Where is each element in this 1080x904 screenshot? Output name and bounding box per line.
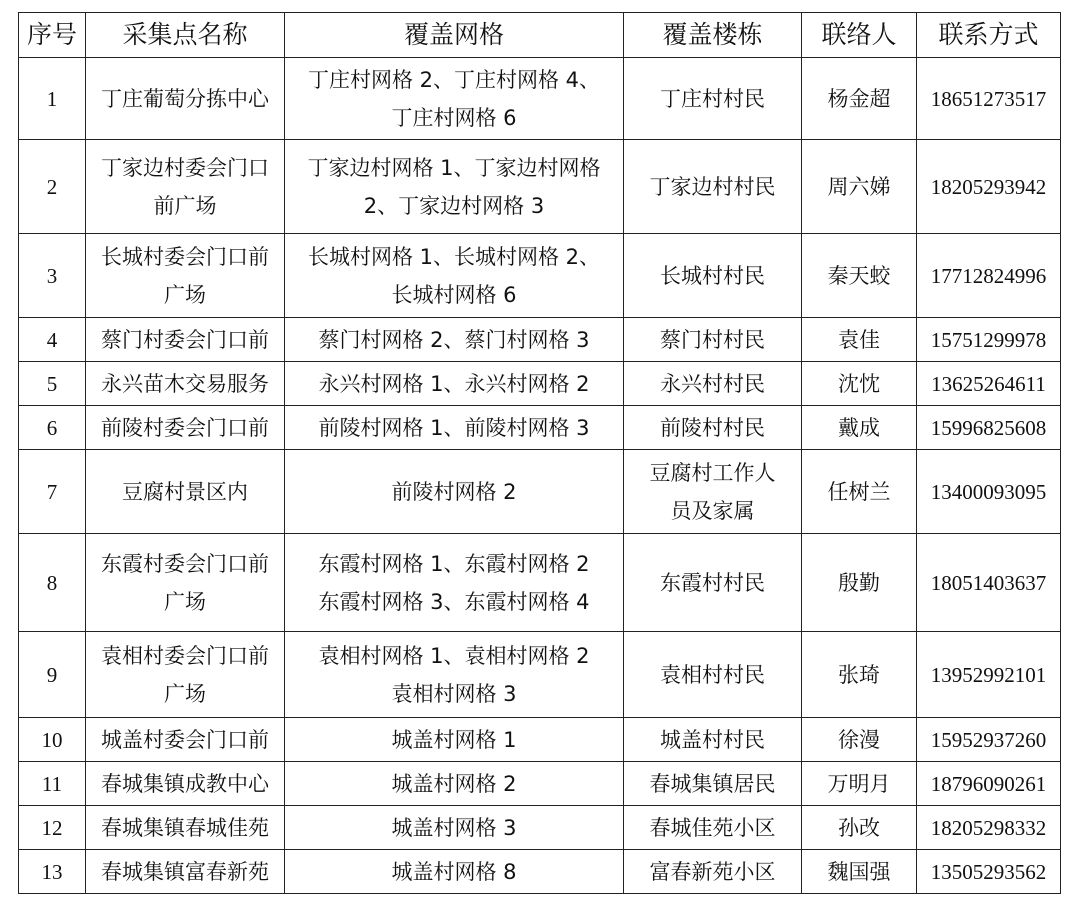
cell-index: 13 [19,850,86,894]
cell-covered-buildings [624,234,802,318]
cell-phone: 18651273517 [917,58,1061,140]
cell-covered-grids-line: 城盖村网格 8 [391,859,517,884]
cell-covered-buildings-line: 前陵村村民 [660,415,765,440]
cell-contact-person: 戴成 [802,406,917,450]
cell-contact-person: 秦天蛟 [802,234,917,318]
table-row [19,534,1061,632]
cell-site-name-line: 蔡门村委会门口前 [101,327,269,352]
cell-index: 12 [19,806,86,850]
cell-index: 10 [19,718,86,762]
cell-index: 9 [19,632,86,718]
cell-site-name-line: 春城集镇富春新苑 [101,859,269,884]
cell-covered-buildings [624,318,802,362]
cell-covered-buildings-line: 豆腐村工作人 [649,460,776,485]
cell-covered-grids-line: 袁相村网格 1、袁相村网格 2 [318,643,590,668]
header-phone: 联系方式 [917,13,1061,58]
header-index: 序号 [19,13,86,58]
cell-site-name-line: 永兴苗木交易服务 [101,371,269,396]
table-row [19,58,1061,140]
cell-covered-grids-line: 蔡门村网格 2、蔡门村网格 3 [318,327,590,352]
cell-covered-grids [285,762,624,806]
cell-contact-person: 殷勤 [802,534,917,632]
header-covered-buildings: 覆盖楼栋 [624,13,802,58]
cell-covered-buildings-line: 春城集镇居民 [649,771,776,796]
cell-covered-grids [285,850,624,894]
cell-contact-person: 周六娣 [802,140,917,234]
table-header-row [19,13,1061,58]
table-row [19,806,1061,850]
cell-covered-buildings [624,140,802,234]
cell-covered-grids-line: 丁庄村网格 2、丁庄村网格 4、 [307,67,601,92]
cell-phone: 13952992101 [917,632,1061,718]
cell-index: 5 [19,362,86,406]
cell-covered-buildings-line: 员及家属 [670,498,755,523]
cell-covered-buildings-line: 丁家边村村民 [649,174,776,199]
cell-index: 8 [19,534,86,632]
cell-phone: 18051403637 [917,534,1061,632]
cell-covered-buildings [624,362,802,406]
cell-site-name [86,450,285,534]
cell-covered-grids-line: 长城村网格 1、长城村网格 2、 [307,244,601,269]
cell-site-name [86,140,285,234]
cell-contact-person: 万明月 [802,762,917,806]
cell-covered-grids-line: 丁家边村网格 1、丁家边村网格 [307,155,601,180]
cell-site-name-line: 丁庄葡萄分拣中心 [101,86,269,111]
cell-site-name [86,806,285,850]
cell-covered-buildings-line: 东霞村村民 [660,570,765,595]
cell-contact-person: 袁佳 [802,318,917,362]
table-row [19,632,1061,718]
cell-phone: 18205298332 [917,806,1061,850]
header-covered-grids: 覆盖网格 [285,13,624,58]
cell-covered-buildings [624,850,802,894]
cell-covered-grids [285,318,624,362]
cell-phone: 18205293942 [917,140,1061,234]
cell-site-name [86,406,285,450]
cell-phone: 15751299978 [917,318,1061,362]
cell-contact-person: 沈忱 [802,362,917,406]
cell-covered-grids-line: 前陵村网格 1、前陵村网格 3 [318,415,590,440]
cell-covered-grids [285,140,624,234]
cell-site-name-line: 前广场 [153,193,217,218]
cell-phone: 17712824996 [917,234,1061,318]
cell-covered-grids-line: 东霞村网格 3、东霞村网格 4 [318,589,590,614]
table-row [19,362,1061,406]
cell-covered-grids-line: 城盖村网格 2 [391,771,517,796]
cell-covered-buildings-line: 富春新苑小区 [649,859,776,884]
table-row [19,140,1061,234]
cell-index: 4 [19,318,86,362]
cell-covered-grids [285,362,624,406]
cell-covered-grids [285,534,624,632]
cell-site-name-line: 袁相村委会门口前 [101,643,269,668]
cell-covered-grids [285,806,624,850]
cell-site-name-line: 城盖村委会门口前 [101,727,269,752]
cell-site-name-line: 豆腐村景区内 [122,479,248,504]
cell-site-name-line: 春城集镇春城佳苑 [101,815,269,840]
cell-covered-buildings-line: 袁相村村民 [660,662,765,687]
cell-site-name [86,58,285,140]
cell-covered-grids-line: 前陵村网格 2 [391,479,517,504]
cell-covered-buildings [624,450,802,534]
cell-covered-grids [285,718,624,762]
cell-covered-buildings [624,406,802,450]
table-row [19,718,1061,762]
cell-covered-buildings-line: 丁庄村村民 [660,86,765,111]
table-row [19,234,1061,318]
cell-covered-grids-line: 丁庄村网格 6 [391,105,517,130]
cell-site-name [86,534,285,632]
cell-covered-grids [285,632,624,718]
cell-phone: 15952937260 [917,718,1061,762]
cell-index: 1 [19,58,86,140]
cell-contact-person: 孙改 [802,806,917,850]
cell-index: 6 [19,406,86,450]
cell-site-name-line: 前陵村委会门口前 [101,415,269,440]
cell-contact-person: 徐漫 [802,718,917,762]
cell-contact-person: 杨金超 [802,58,917,140]
header-contact-person: 联络人 [802,13,917,58]
cell-site-name [86,234,285,318]
table-row [19,762,1061,806]
cell-phone: 13505293562 [917,850,1061,894]
table-row [19,850,1061,894]
cell-contact-person: 魏国强 [802,850,917,894]
cell-index: 3 [19,234,86,318]
cell-site-name [86,632,285,718]
cell-covered-buildings [624,718,802,762]
cell-covered-grids [285,58,624,140]
cell-site-name [86,850,285,894]
cell-site-name [86,318,285,362]
cell-index: 2 [19,140,86,234]
cell-covered-buildings [624,762,802,806]
cell-site-name-line: 广场 [164,589,206,614]
cell-site-name-line: 长城村委会门口前 [101,244,269,269]
table-row [19,318,1061,362]
cell-site-name-line: 春城集镇成教中心 [101,771,269,796]
cell-site-name [86,362,285,406]
cell-site-name [86,718,285,762]
cell-covered-grids-line: 东霞村网格 1、东霞村网格 2 [318,551,590,576]
cell-covered-buildings [624,632,802,718]
cell-covered-buildings-line: 长城村村民 [660,263,765,288]
header-site-name: 采集点名称 [86,13,285,58]
collection-sites-table [18,12,1061,894]
cell-covered-grids-line: 长城村网格 6 [391,282,517,307]
cell-site-name-line: 广场 [164,282,206,307]
cell-phone: 13400093095 [917,450,1061,534]
cell-covered-buildings-line: 蔡门村村民 [660,327,765,352]
cell-covered-buildings-line: 永兴村村民 [660,371,765,396]
table-row [19,406,1061,450]
cell-site-name-line: 东霞村委会门口前 [101,551,269,576]
cell-phone: 18796090261 [917,762,1061,806]
cell-covered-buildings-line: 春城佳苑小区 [649,815,776,840]
cell-covered-grids [285,450,624,534]
cell-covered-buildings-line: 城盖村村民 [660,727,765,752]
cell-covered-grids [285,406,624,450]
cell-covered-buildings [624,806,802,850]
cell-site-name [86,762,285,806]
cell-phone: 15996825608 [917,406,1061,450]
cell-covered-grids-line: 袁相村网格 3 [391,681,517,706]
table-row [19,450,1061,534]
cell-covered-grids-line: 城盖村网格 1 [391,727,517,752]
cell-contact-person: 张琦 [802,632,917,718]
cell-covered-grids-line: 2、丁家边村网格 3 [363,193,545,218]
cell-contact-person: 任树兰 [802,450,917,534]
cell-covered-grids-line: 城盖村网格 3 [391,815,517,840]
cell-index: 11 [19,762,86,806]
cell-covered-buildings [624,58,802,140]
cell-covered-grids-line: 永兴村网格 1、永兴村网格 2 [318,371,590,396]
cell-site-name-line: 广场 [164,681,206,706]
cell-covered-buildings [624,534,802,632]
cell-site-name-line: 丁家边村委会门口 [101,155,269,180]
cell-phone: 13625264611 [917,362,1061,406]
cell-index: 7 [19,450,86,534]
cell-covered-grids [285,234,624,318]
